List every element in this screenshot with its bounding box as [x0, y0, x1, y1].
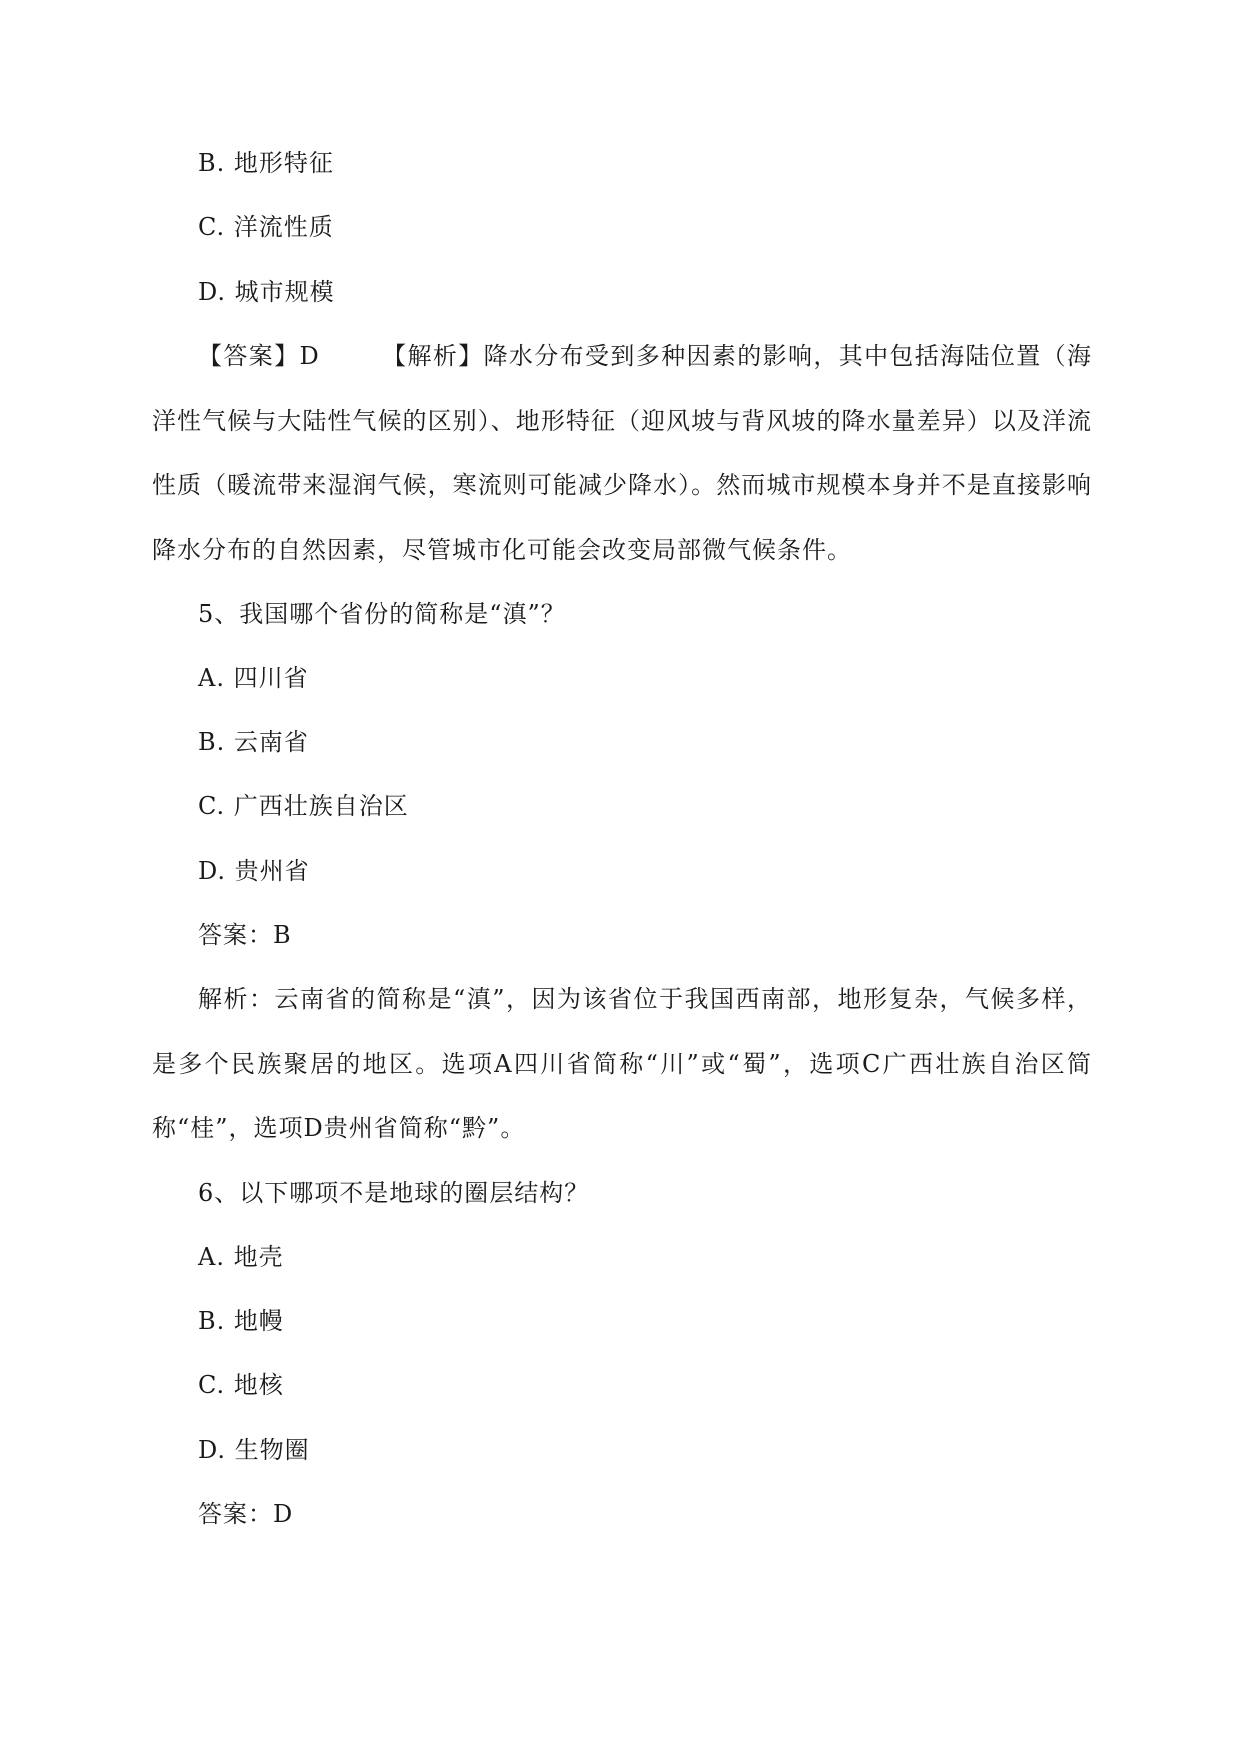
q4-answer-label: 【答案】D — [198, 342, 320, 370]
q5-question: 5、我国哪个省份的简称是“滇”？ — [198, 600, 566, 628]
q4-answer-analysis — [152, 324, 1092, 582]
q4-option-c: C. 洋流性质 — [198, 213, 334, 241]
q6-option-d: D. 生物圈 — [198, 1436, 310, 1464]
q4-option-b: B. 地形特征 — [198, 149, 334, 177]
q6-option-b: B. 地幔 — [198, 1307, 284, 1335]
q5-option-c: C. 广西壮族自治区 — [198, 792, 409, 820]
q4-option-d: D. 城市规模 — [198, 278, 335, 306]
q6-option-c: C. 地核 — [198, 1371, 284, 1399]
q5-answer: 答案：B — [198, 921, 292, 949]
q5-option-b: B. 云南省 — [198, 728, 309, 756]
q6-option-a: A. 地壳 — [198, 1243, 284, 1271]
q4-analysis-label: 【解析】 — [381, 342, 484, 370]
q5-option-d: D. 贵州省 — [198, 857, 310, 885]
q6-question: 6、以下哪项不是地球的圈层结构？ — [198, 1179, 590, 1207]
q4-analysis-text: 降水分布受到多种因素的影响，其中包括海陆位置（海洋性气候与大陆性气候的区别）、地形特征（迎风坡与背风坡的降水量差异）以及洋流性质（暖流带来湿润气候，寒流则可能减少降水）。然而城市规模本身并不是直接影响降水分布的自然因素，尽管城市化可能会改变局部微气候条件。 — [152, 342, 1093, 564]
q6-answer: 答案：D — [198, 1500, 294, 1528]
q5-analysis: 解析：云南省的简称是“滇”，因为该省位于我国西南部，地形复杂，气候多样，是多个民族聚居的地区。选项A四川省简称“川”或“蜀”，选项C广西壮族自治区简称“桂”，选项D贵州省简称“黔”。 — [152, 985, 1092, 1142]
q5-option-a: A. 四川省 — [198, 664, 309, 692]
